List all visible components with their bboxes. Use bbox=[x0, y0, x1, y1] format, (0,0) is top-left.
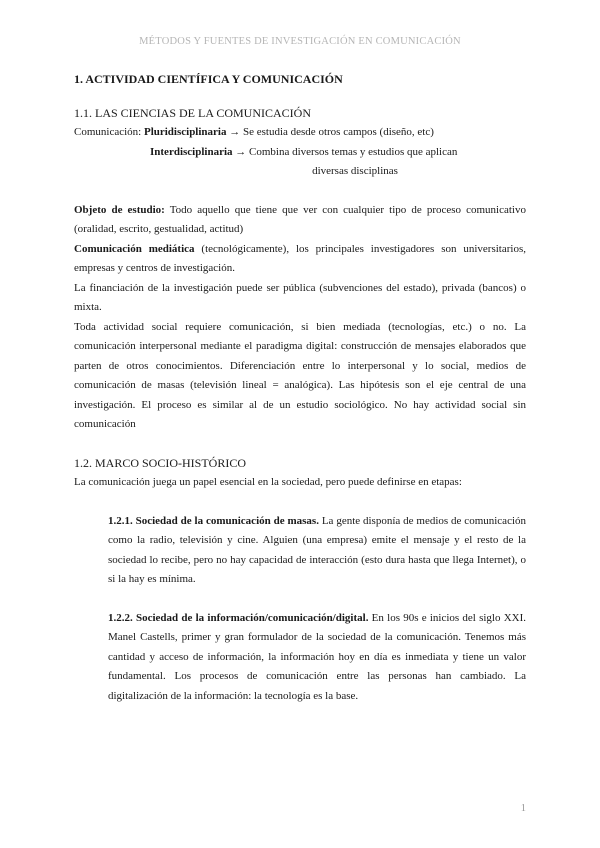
line-interdisciplinaria: Interdisciplinaria → Combina diversos temas y estudios que aplican bbox=[150, 145, 458, 158]
line-pluridisciplinaria: Comunicación: Pluridisciplinaria → Se estudia desde otros campos (diseño, etc) bbox=[74, 126, 434, 138]
page-body bbox=[74, 70, 526, 706]
line-diversas: diversas disciplinas bbox=[312, 165, 398, 177]
subsection-1-2-2: 1.2.2. Sociedad de la información/comunicación/digital. En los 90s e inicios del siglo XXI. Manel Castells, primer y gran formulador de la sociedad de la comunicación. Tenemos más cantidad y acceso de información, la información hoy en día es inmediata y tiene un valor fundamental. Los procesos de comunicación entre las personas han cambiado. La digitalización de la información: la tecnología es la base. bbox=[108, 611, 527, 702]
running-header: MÉTODOS Y FUENTES DE INVESTIGACIÓN EN COMUNICACIÓN bbox=[139, 36, 461, 47]
section-heading-1-1: 1.1. LAS CIENCIAS DE LA COMUNICACIÓN bbox=[74, 105, 312, 120]
chapter-heading: 1. ACTIVIDAD CIENTÍFICA Y COMUNICACIÓN bbox=[74, 72, 343, 86]
section-heading-1-2: 1.2. MARCO SOCIO-HISTÓRICO bbox=[74, 455, 247, 470]
paragraph-actividad: Toda actividad social requiere comunicación, si bien mediada (tecnologías, etc.) o no. La comunicación interpersonal mediante el paradigma digital: construcción de mensajes elaborados que parten de otros conocimientos. Diferenciación entre lo interpersonal y lo social, medios de comunicación de masas (televisión lineal = analógica). Las hipótesis son el eje central de una investigación. El proceso es similar al de un estudio sociológico. No hay actividad social sin comunicación bbox=[74, 320, 526, 430]
paragraph-financiacion: La financiación de la investigación puede ser pública (subvenciones del estado), privada (bancos) o mixta. bbox=[74, 281, 526, 313]
page-number: 1 bbox=[520, 803, 526, 814]
paragraph-mediatica: Comunicación mediática (tecnológicamente), los principales investigadores son universitarios, empresas y centros de investigación. bbox=[74, 242, 526, 274]
subsection-1-2-1: 1.2.1. Sociedad de la comunicación de masas. La gente disponía de medios de comunicación como la radio, televisión y cine. Alguien (una empresa) emite el mensaje y el resto de la sociedad lo recibe, pero no hay capacidad de interacción (esto dura hasta que llega Internet), o si la hay es mínima. bbox=[108, 514, 527, 585]
paragraph-objeto: Objeto de estudio: Todo aquello que tiene que ver con cualquier tipo de proceso comunicativo (oralidad, escrito, gestualidad, actitud) bbox=[74, 203, 526, 235]
paragraph-intro: La comunicación juega un papel esencial en la sociedad, pero puede definirse en etapas: bbox=[74, 476, 462, 488]
